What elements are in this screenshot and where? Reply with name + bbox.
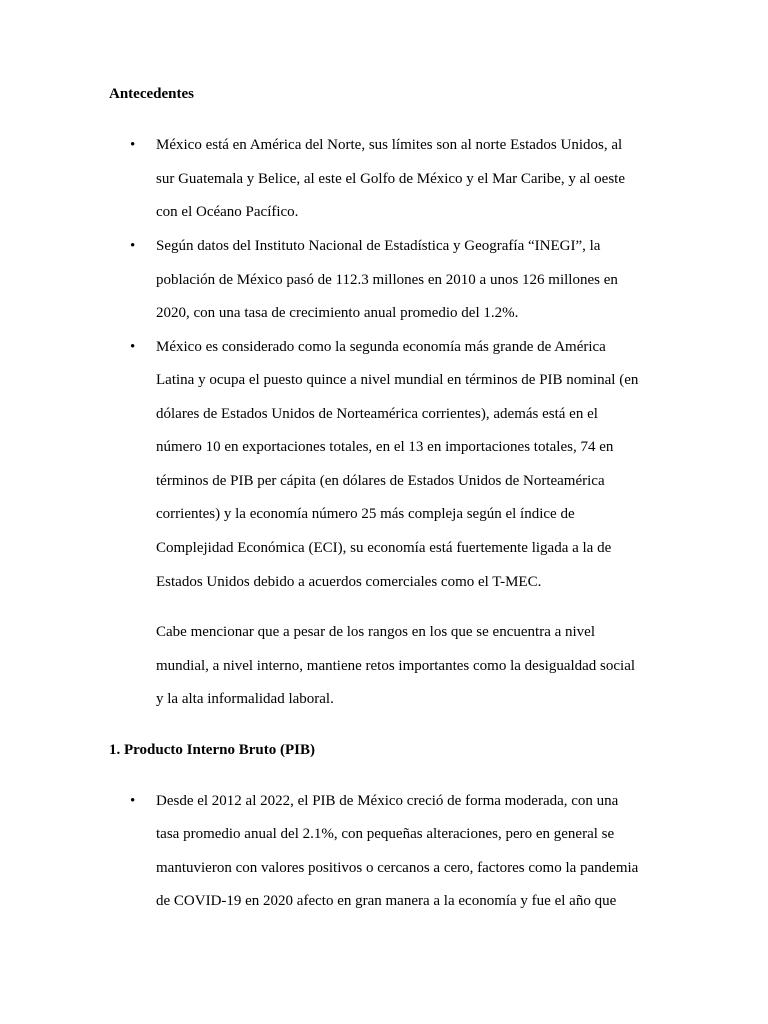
paragraph-line: mundial, a nivel interno, mantiene retos importantes como la desigualdad social bbox=[156, 658, 636, 674]
bullet-line: 2020, con una tasa de crecimiento anual promedio del 1.2%. bbox=[156, 305, 519, 321]
bullet-line: mantuvieron con valores positivos o cercanos a cero, factores como la pandemia bbox=[156, 860, 639, 876]
bullet-line: tasa promedio anual del 2.1%, con pequeñas alteraciones, pero en general se bbox=[156, 826, 615, 842]
bullet-line: Según datos del Instituto Nacional de Estadística y Geografía “INEGI”, la bbox=[156, 238, 601, 254]
bullet-line: dólares de Estados Unidos de Norteamérica corrientes), además está en el bbox=[156, 406, 598, 422]
bullet-line: México es considerado como la segunda economía más grande de América bbox=[156, 339, 606, 355]
section-heading-pib: 1. Producto Interno Bruto (PIB) bbox=[109, 742, 315, 758]
section-heading-antecedentes: Antecedentes bbox=[109, 86, 194, 102]
bullet-line: de COVID-19 en 2020 afecto en gran manera a la economía y fue el año que bbox=[156, 893, 617, 909]
bullet-line: Desde el 2012 al 2022, el PIB de México creció de forma moderada, con una bbox=[156, 793, 619, 809]
bullet-marker: • bbox=[130, 137, 136, 153]
bullet-line: corrientes) y la economía número 25 más compleja según el índice de bbox=[156, 506, 575, 522]
bullet-line: población de México pasó de 112.3 millones en 2010 a unos 126 millones en bbox=[156, 272, 618, 288]
paragraph-line: Cabe mencionar que a pesar de los rangos en los que se encuentra a nivel bbox=[156, 624, 595, 640]
bullet-marker: • bbox=[130, 793, 136, 809]
bullet-line: términos de PIB per cápita (en dólares de Estados Unidos de Norteamérica bbox=[156, 473, 605, 489]
bullet-line: con el Océano Pacífico. bbox=[156, 204, 299, 220]
bullet-line: número 10 en exportaciones totales, en el 13 en importaciones totales, 74 en bbox=[156, 439, 614, 455]
bullet-line: sur Guatemala y Belice, al este el Golfo de México y el Mar Caribe, y al oeste bbox=[156, 171, 625, 187]
bullet-line: México está en América del Norte, sus límites son al norte Estados Unidos, al bbox=[156, 137, 623, 153]
bullet-marker: • bbox=[130, 238, 136, 254]
paragraph-line: y la alta informalidad laboral. bbox=[156, 691, 334, 707]
bullet-marker: • bbox=[130, 339, 136, 355]
bullet-line: Complejidad Económica (ECI), su economía está fuertemente ligada a la de bbox=[156, 540, 612, 556]
bullet-line: Estados Unidos debido a acuerdos comerciales como el T-MEC. bbox=[156, 574, 542, 590]
bullet-line: Latina y ocupa el puesto quince a nivel mundial en términos de PIB nominal (en bbox=[156, 372, 639, 388]
